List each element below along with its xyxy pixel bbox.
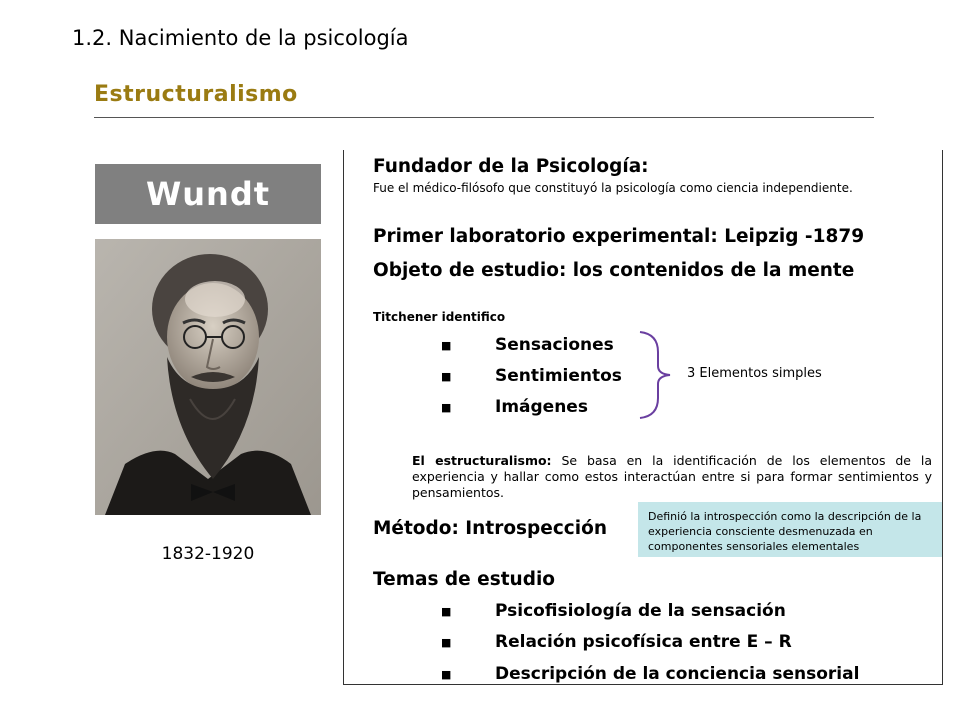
bullet-icon: ■ [441, 370, 452, 383]
founder-heading: Fundador de la Psicología: [373, 156, 649, 177]
bullet-icon: ■ [441, 668, 452, 681]
elements-label: 3 Elementos simples [687, 366, 822, 381]
slide-subtitle: Estructuralismo [94, 82, 298, 107]
object-of-study-text: Objeto de estudio: los contenidos de la mente [373, 260, 855, 281]
title-divider [94, 117, 874, 118]
brace-icon [638, 330, 674, 420]
name-banner: Wundt [95, 164, 321, 224]
lifespan-years: 1832-1920 [161, 544, 255, 564]
topic-item: ■ Psicofisiología de la sensación [441, 601, 786, 621]
element-item: ■ Sensaciones [441, 335, 614, 355]
element-item: ■ Sentimientos [441, 366, 622, 386]
introspection-note: Definió la introspección como la descripción de la experiencia consciente desmenuzada en componentes sensoriales elementales [638, 502, 942, 557]
bullet-icon: ■ [441, 605, 452, 618]
topics-heading: Temas de estudio [373, 569, 556, 590]
topic-item: ■ Relación psicofísica entre E – R [441, 632, 792, 652]
structuralism-paragraph: El estructuralismo: Se basa en la identificación de los elementos de la experiencia y hallar como estos interactúan entre si para formar sentimientos y pensamientos. [412, 453, 933, 500]
founder-description: Fue el médico-filósofo que constituyó la psicología como ciencia independiente. [373, 181, 853, 195]
titchener-label: Titchener identifico [373, 310, 506, 324]
portrait-photo [95, 239, 321, 515]
bullet-icon: ■ [441, 401, 452, 414]
method-heading: Método: Introspección [373, 518, 607, 539]
first-lab-text: Primer laboratorio experimental: Leipzig -1879 [373, 226, 865, 247]
bullet-icon: ■ [441, 636, 452, 649]
bullet-icon: ■ [441, 339, 452, 352]
topic-item: ■ Descripción de la conciencia sensorial [441, 664, 860, 684]
element-item: ■ Imágenes [441, 397, 588, 417]
section-title: 1.2. Nacimiento de la psicología [72, 26, 409, 50]
